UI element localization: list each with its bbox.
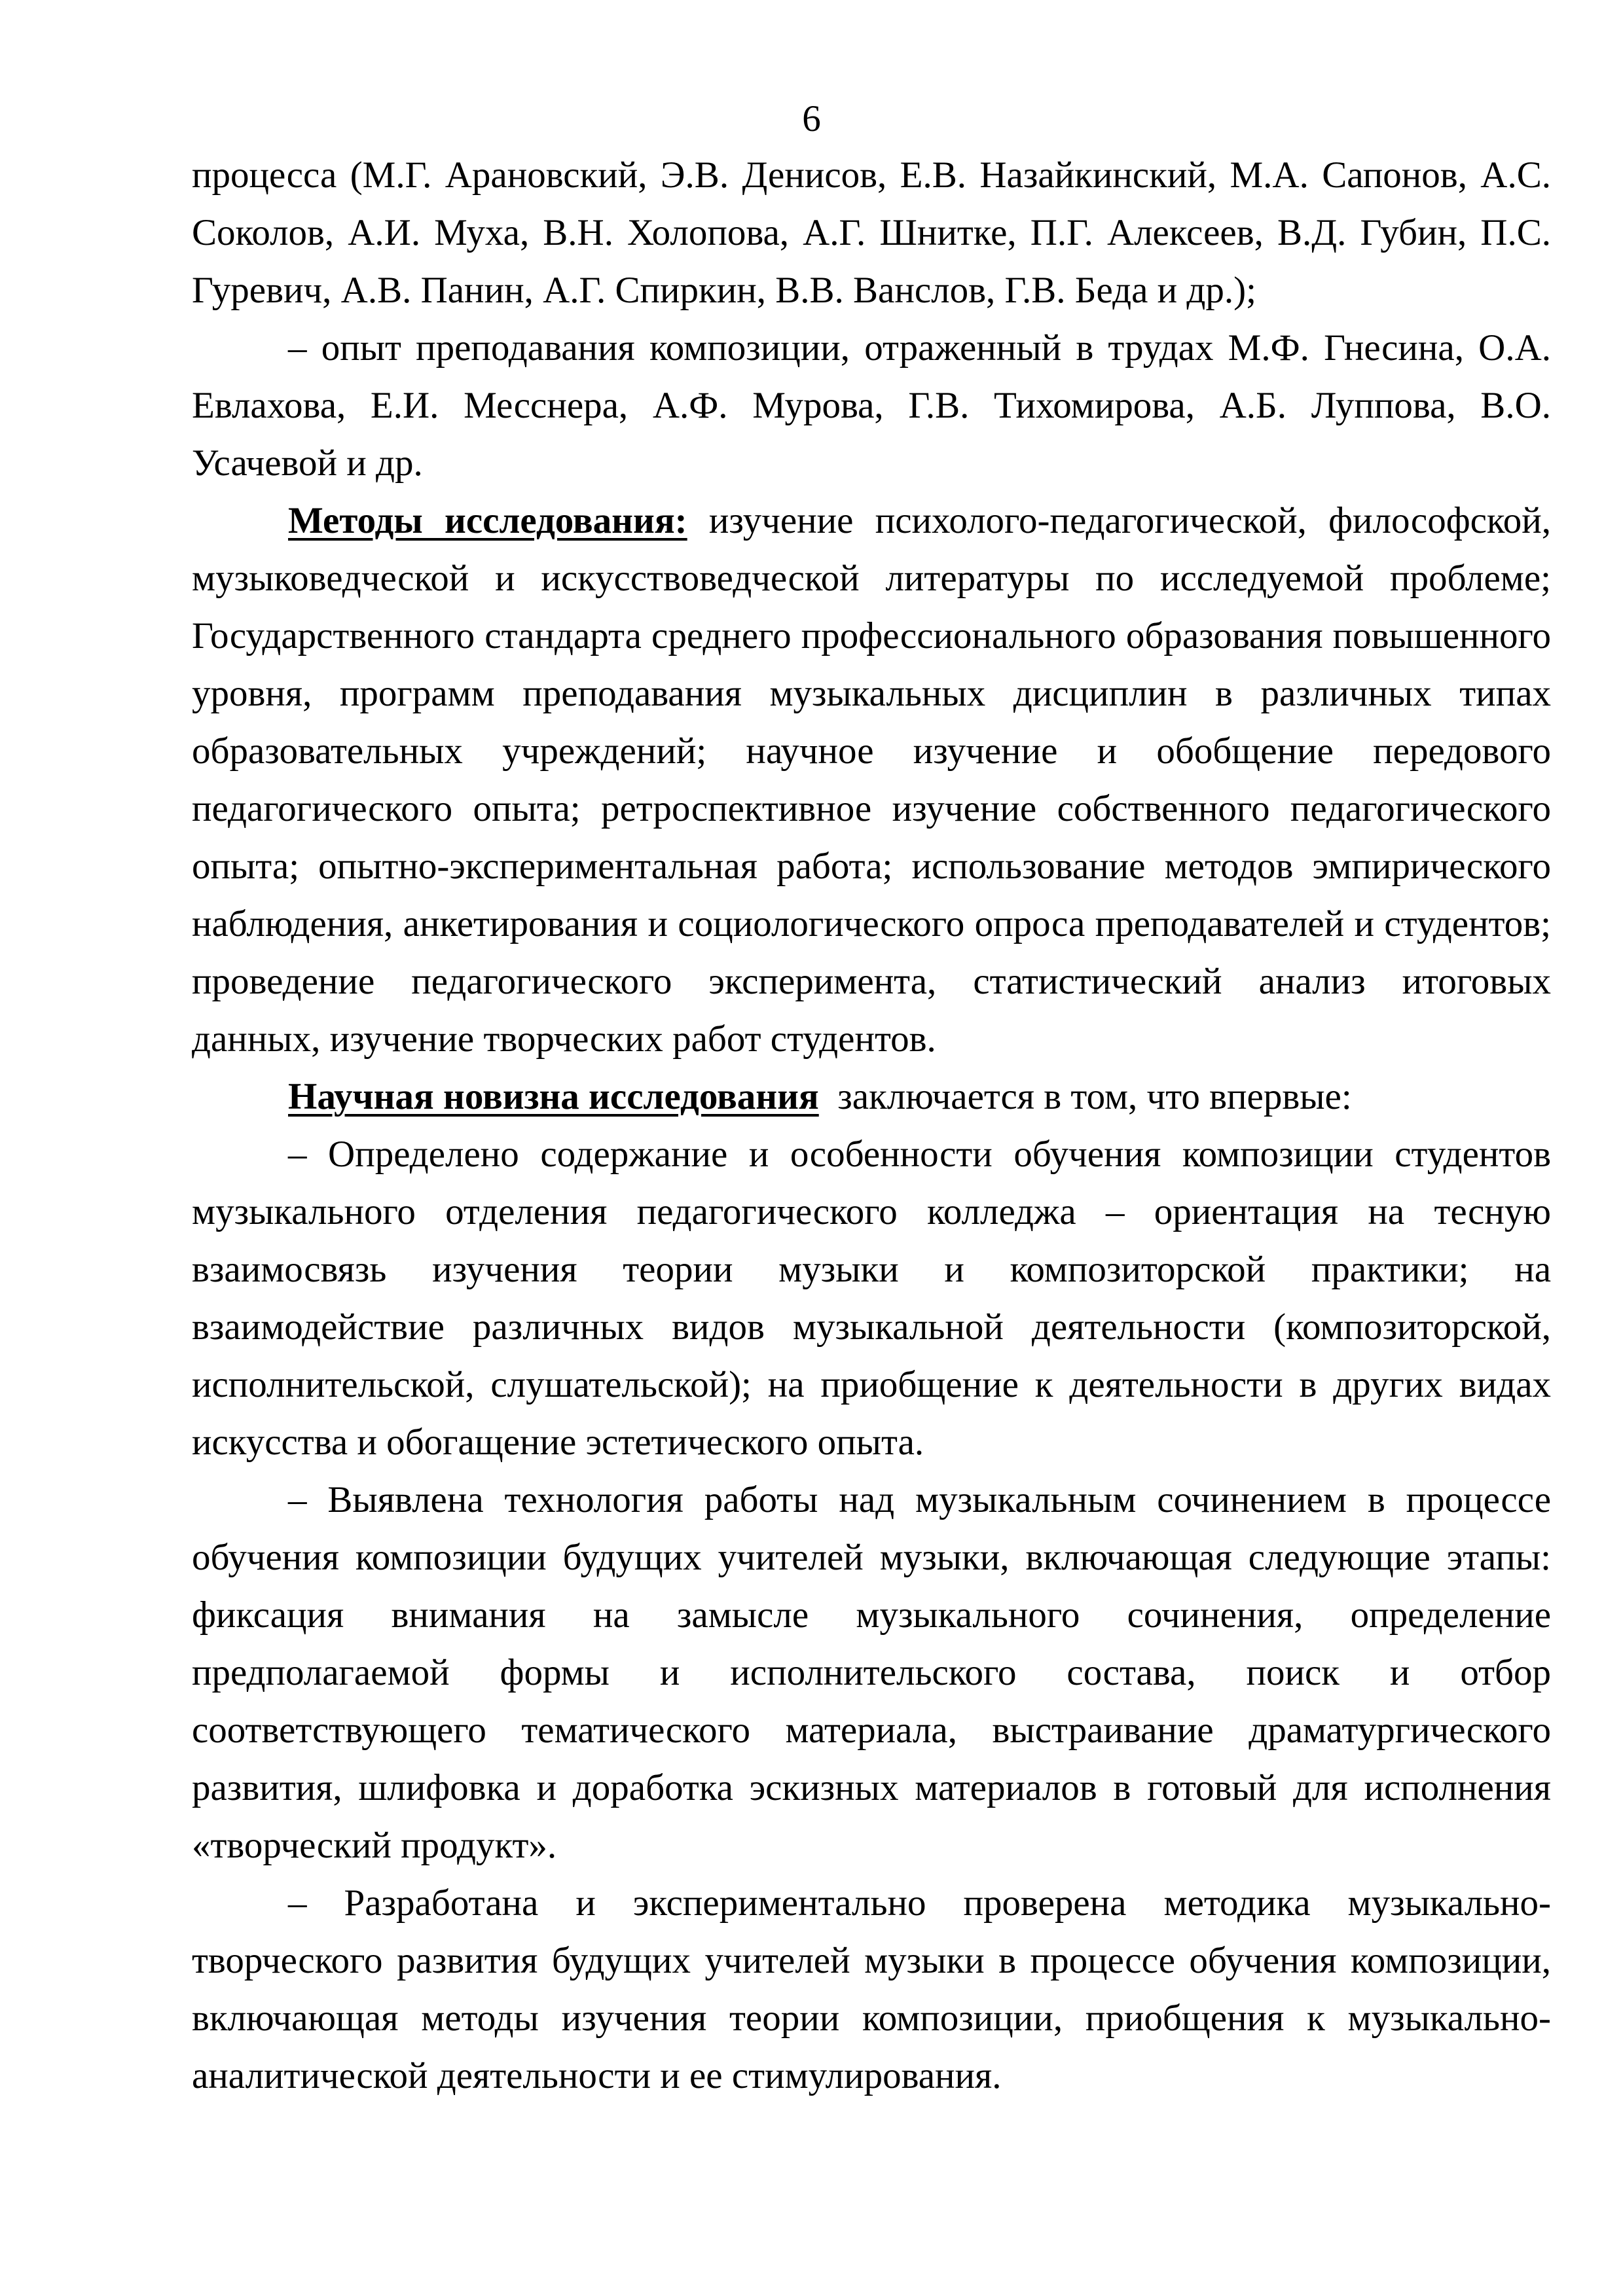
heading-research-methods: Методы исследования:	[288, 500, 687, 541]
page-number: 6	[802, 98, 821, 139]
paragraph-novelty-methodology: – Разработана и экспериментально проверена методика музыкально-творческого развития будущих учителей музыки в процессе обучения композиции, включающая методы изучения теории композиции, приобщения к музыкально-аналитической деятельности и ее стимулирования.	[192, 1882, 1551, 2096]
heading-scientific-novelty: Научная новизна исследования	[288, 1076, 819, 1117]
paragraph-authors-continued: процесса (М.Г. Арановский, Э.В. Денисов, Е.В. Назайкинский, М.А. Сапонов, А.С. Соколов, А.И. Муха, В.Н. Холопова, А.Г. Шнитке, П.Г. Алексеев, В.Д. Губин, П.С. Гуревич, А.В. Панин, А.Г. Спиркин, В.В. Ванслов, Г.В. Беда и др.);	[192, 154, 1551, 311]
paragraph-novelty-content: – Определено содержание и особенности обучения композиции студентов музыкального отделения педагогического колледжа – ориентация на тесную взаимосвязь изучения теории музыки и композиторской практики; на взаимодействие различных видов музыкальной деятельности (композиторской, исполнительской, слушательской); на приобщение к деятельности в других видах искусства и обогащение эстетического опыта.	[192, 1134, 1551, 1463]
research-methods-text: изучение психолого-педагогической, философской, музыковедческой и искусствоведческой литературы по исследуемой проблеме; Государственного стандарта среднего профессионального образования повышенного уровня, программ преподавания музыкальных дисциплин в различных типах образовательных учреждений; научное изучение и обобщение передового педагогического опыта; ретроспективное изучение собственного педагогического опыта; опытно-экспериментальная работа; использование методов эмпирического наблюдения, анкетирования и социологического опроса преподавателей и студентов; проведение педагогического эксперимента, статистический анализ итоговых данных, изучение творческих работ студентов.	[192, 500, 1551, 1060]
paragraph-research-methods	[192, 492, 1551, 1068]
paragraph-scientific-novelty	[192, 1068, 1551, 1126]
paragraph-novelty-technology: – Выявлена технология работы над музыкальным сочинением в процессе обучения композиции будущих учителей музыки, включающая следующие этапы: фиксация внимания на замысле музыкального сочинения, определение предполагаемой формы и исполнительского состава, поиск и отбор соответствующего тематического материала, выстраивание драматургического развития, шлифовка и доработка эскизных материалов в готовый для исполнения «творческий продукт».	[192, 1479, 1551, 1866]
body-text	[192, 147, 1551, 2105]
paragraph-composition-experience: – опыт преподавания композиции, отраженный в трудах М.Ф. Гнесина, О.А. Евлахова, Е.И. Месснера, А.Ф. Мурова, Г.В. Тихомирова, А.Б. Луппова, В.О. Усачевой и др.	[192, 327, 1551, 484]
scientific-novelty-text: заключается в том, что впервые:	[818, 1076, 1352, 1117]
